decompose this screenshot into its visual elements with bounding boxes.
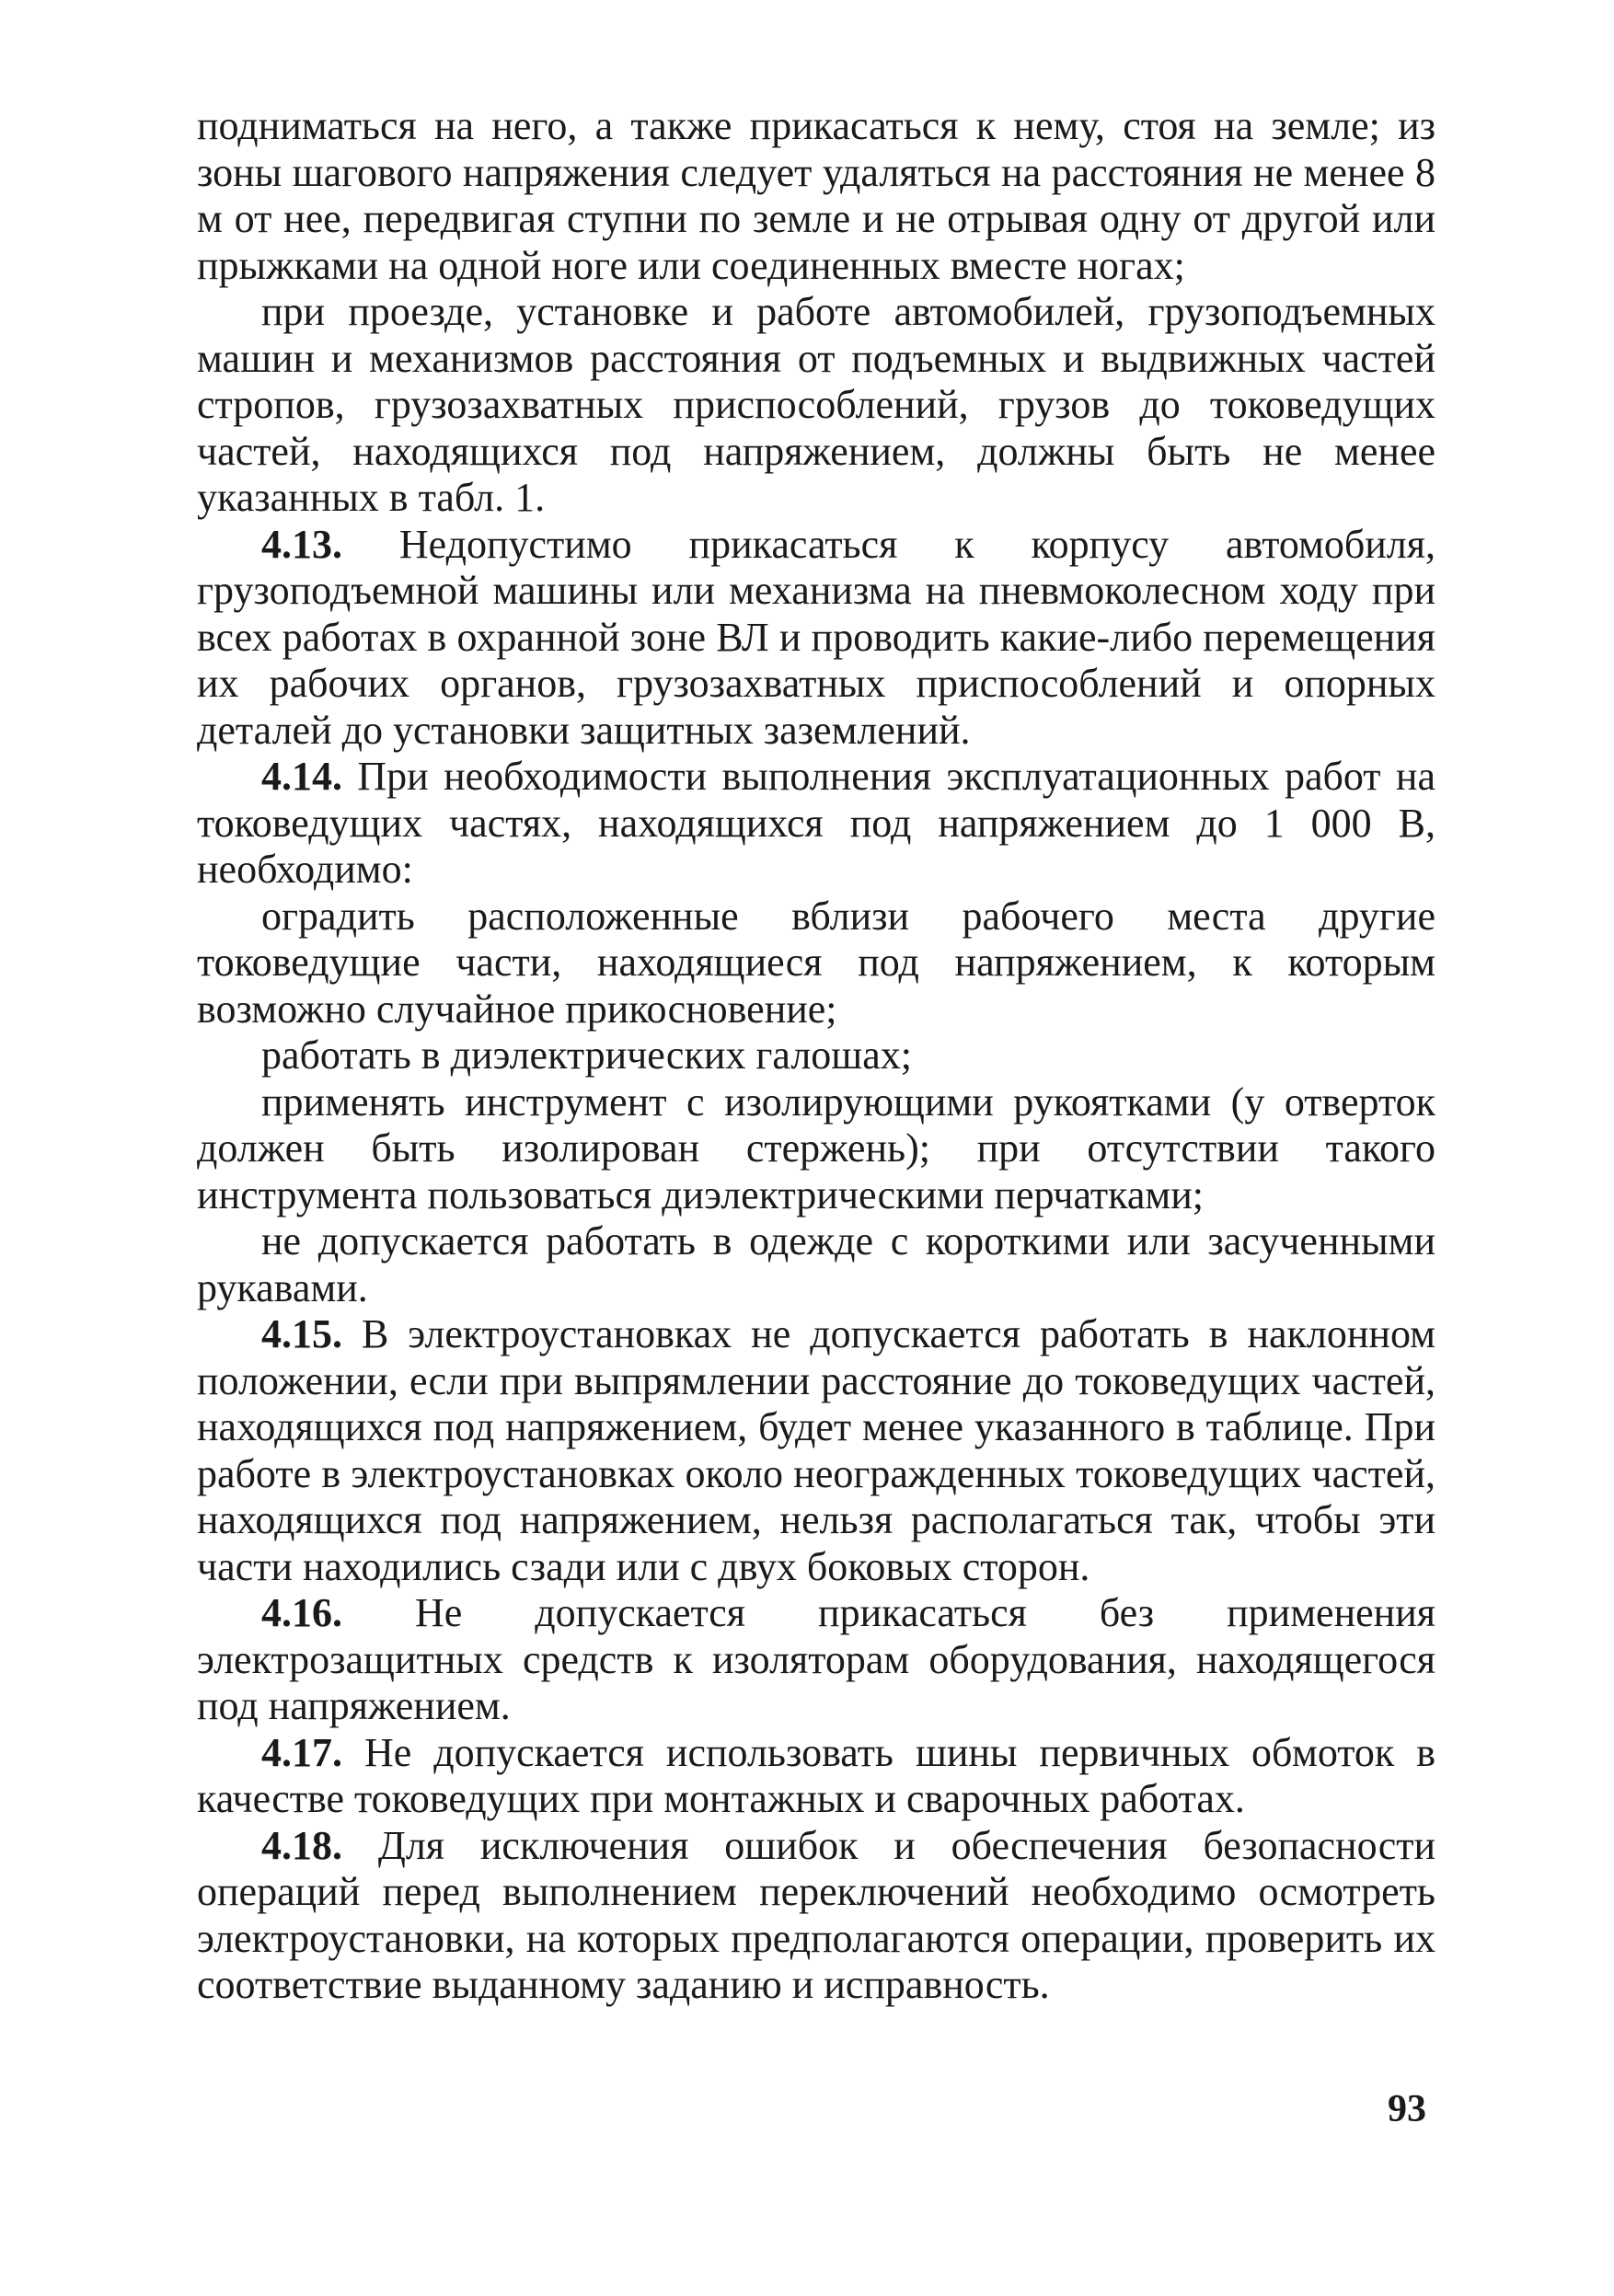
section-number: 4.17. <box>261 1729 342 1775</box>
paragraph-text: при проезде, установке и работе автомобилей, грузоподъемных машин и механизмов расстояния от подъемных и выдвижных частей стропов, грузозахватных приспособлений, грузов до токоведущих частей, находящихся под напряжением, должны быть не менее указанных в табл. 1. <box>197 289 1435 520</box>
paragraph-4-14 <box>197 754 1435 894</box>
list-item-dielectric-galoshes <box>197 1033 1435 1079</box>
paragraph-text: подниматься на него, а также прикасаться к нему, стоя на земле; из зоны шагового напряжения следует удаляться на расстояния не менее 8 м от нее, передвигая ступни по земле и не отрывая одну от другой или прыжками на одной ноге или соединенных вместе ногах; <box>197 103 1435 288</box>
paragraph-text: работать в диэлектрических галошах; <box>261 1033 912 1078</box>
paragraph-text: В электроустановках не допускается работать в наклонном положении, если при выпрямлении расстояние до токоведущих частей, находящихся под напряжением, будет менее указанного в таблице. При работе в электроустановках около неогражденных токоведущих частей, находящихся под напряжением, нельзя располагаться так, чтобы эти части находились сзади или с двух боковых сторон. <box>197 1311 1435 1589</box>
page-body <box>197 103 1435 2009</box>
paragraph-text: Для исключения ошибок и обеспечения безопасности операций перед выполнением переключений необходимо осмотреть электроустановки, на которых предполагаются операции, проверить их соответствие выданному заданию и исправность. <box>197 1822 1435 2007</box>
paragraph-continuation <box>197 103 1435 289</box>
paragraph-text: не допускается работать в одежде с короткими или засученными рукавами. <box>197 1218 1435 1310</box>
page-number: 93 <box>1388 2088 1426 2130</box>
list-item-clothing <box>197 1218 1435 1311</box>
list-item-fence-parts <box>197 894 1435 1033</box>
paragraph-4-18 <box>197 1823 1435 2009</box>
paragraph-text: Недопустимо прикасаться к корпусу автомобиля, грузоподъемной машины или механизма на пневмоколесном ходу при всех работах в охранной зоне ВЛ и проводить какие-либо перемещения их рабочих органов, грузозахватных приспособлений и опорных деталей до установки защитных заземлений. <box>197 521 1435 753</box>
list-item-insulated-tools <box>197 1079 1435 1219</box>
paragraph-vehicle-distances <box>197 289 1435 522</box>
section-number: 4.16. <box>261 1590 342 1635</box>
section-number: 4.13. <box>261 521 342 567</box>
paragraph-text: Не допускается использовать шины первичных обмоток в качестве токоведущих при монтажных и сварочных работах. <box>197 1729 1435 1821</box>
section-number: 4.18. <box>261 1822 342 1868</box>
paragraph-4-16 <box>197 1590 1435 1730</box>
paragraph-4-13 <box>197 522 1435 755</box>
section-number: 4.15. <box>261 1311 342 1356</box>
paragraph-text: оградить расположенные вблизи рабочего места другие токоведущие части, находящиеся под напряжением, к которым возможно случайное прикосновение; <box>197 893 1435 1032</box>
paragraph-text: При необходимости выполнения эксплуатационных работ на токоведущих частях, находящихся под напряжением до 1 000 В, необходимо: <box>197 754 1435 892</box>
paragraph-4-15 <box>197 1311 1435 1590</box>
paragraph-4-17 <box>197 1730 1435 1823</box>
paragraph-text: применять инструмент с изолирующими рукоятками (у отверток должен быть изолирован стержень); при отсутствии такого инструмента пользоваться диэлектрическими перчатками; <box>197 1079 1435 1217</box>
section-number: 4.14. <box>261 754 342 799</box>
paragraph-text: Не допускается прикасаться без применения электрозащитных средств к изоляторам оборудования, находящегося под напряжением. <box>197 1590 1435 1728</box>
